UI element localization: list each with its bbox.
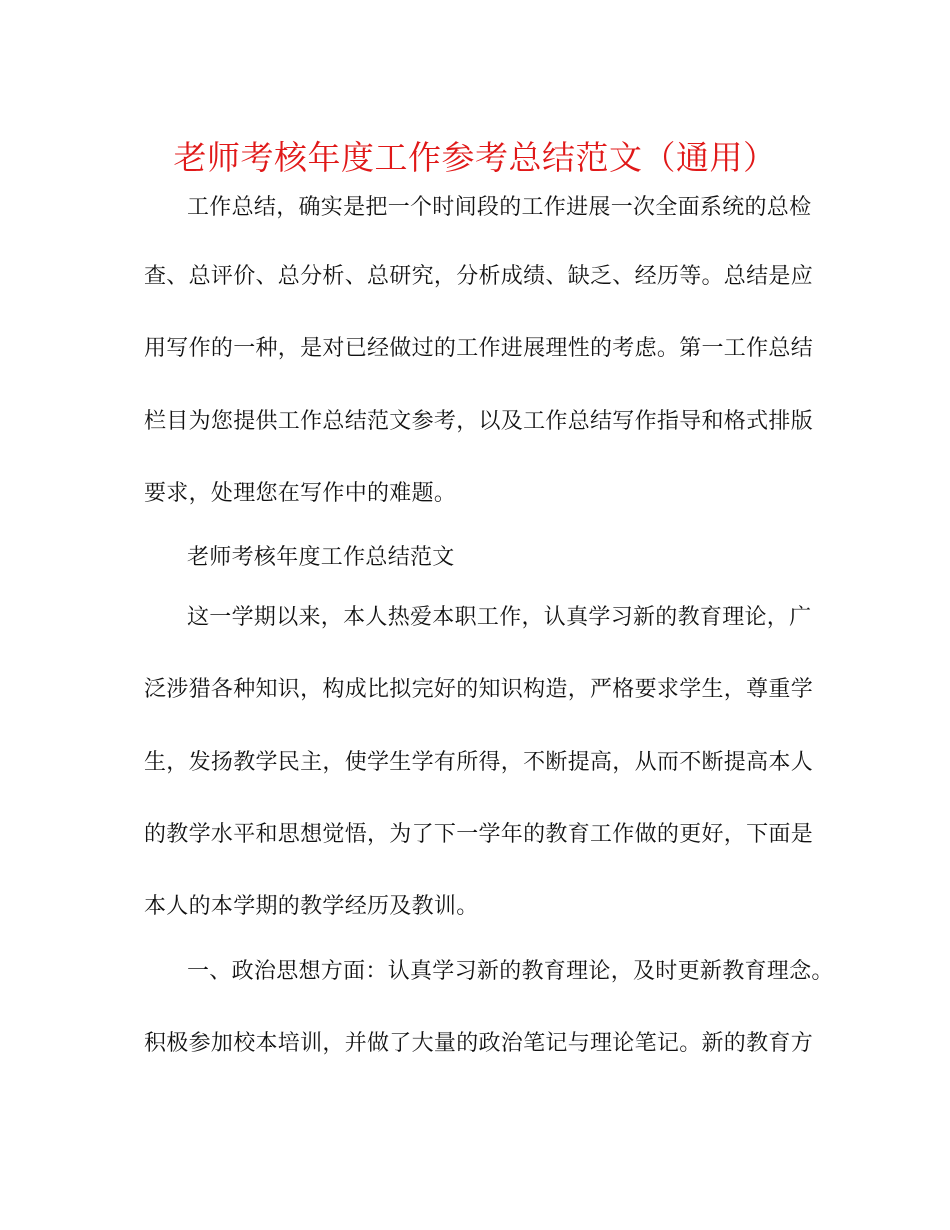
text-line: 泛涉猎各种知识，构成比拟完好的知识构造，严格要求学生，尊重学 [144, 677, 814, 702]
text-line: 栏目为您提供工作总结范文参考，以及工作总结写作指导和格式排版 [144, 409, 814, 434]
text-line: 的教学水平和思想觉悟，为了下一学年的教育工作做的更好，下面是 [144, 822, 814, 847]
text-line: 要求，处理您在写作中的难题。 [144, 481, 457, 506]
text-line: 查、总评价、总分析、总研究，分析成绩、缺乏、经历等。总结是应 [144, 264, 814, 289]
text-line: 积极参加校本培训，并做了大量的政治笔记与理论笔记。新的教育方 [144, 1031, 814, 1056]
text-line: 一、政治思想方面：认真学习新的教育理论，及时更新教育理念。 [187, 959, 834, 984]
text-line: 这一学期以来，本人热爱本职工作，认真学习新的教育理论，广 [187, 605, 812, 630]
section-heading: 老师考核年度工作总结范文 [187, 545, 455, 570]
text-line: 用写作的一种，是对已经做过的工作进展理性的考虑。第一工作总结 [144, 336, 814, 361]
text-line: 生，发扬教学民主，使学生学有所得，不断提高，从而不断提高本人 [144, 750, 814, 775]
text-line: 工作总结，确实是把一个时间段的工作进展一次全面系统的总检 [187, 195, 812, 220]
text-line: 本人的本学期的教学经历及教训。 [144, 894, 479, 919]
document-title: 老师考核年度工作参考总结范文（通用） [173, 138, 777, 177]
